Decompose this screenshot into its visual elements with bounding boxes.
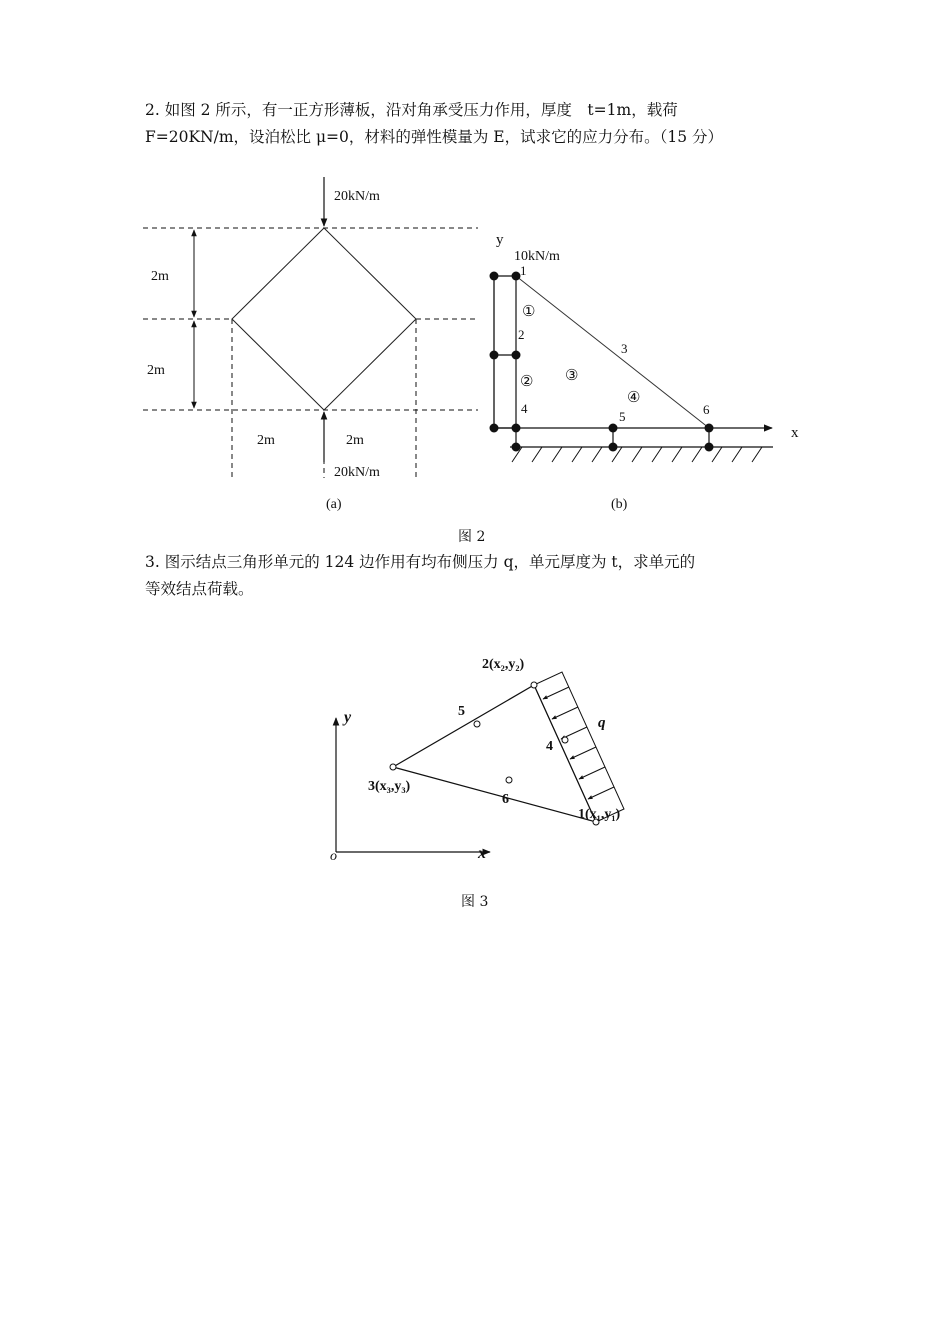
fig3-axis-y-label: y: [344, 709, 352, 726]
fig3-node-4: [562, 737, 568, 743]
element-label-2: ②: [520, 374, 534, 390]
square-plate: [232, 228, 416, 410]
fig3-node-2-label: 2(x₂,y₂): [482, 657, 525, 672]
fig3-origin-label: o: [330, 849, 337, 864]
node-4: [512, 424, 521, 433]
sub-caption-b: (b): [611, 497, 628, 512]
axis-y-label: y: [496, 232, 504, 248]
figure-2-caption: 图 2: [458, 529, 486, 545]
support-dot: [490, 424, 499, 433]
node-label-2: 2: [518, 327, 525, 342]
support-dot: [490, 351, 499, 360]
axis-x-label: x: [791, 425, 799, 441]
support-dot: [512, 443, 521, 452]
fig3-node-3: [390, 764, 396, 770]
figure-3-caption: 图 3: [461, 894, 489, 910]
fig3-node-1-label: 1(x₁,y₁): [578, 807, 621, 822]
support-dot: [609, 443, 618, 452]
problem-2-line-1: 2. 如图 2 所示，有一正方形薄板，沿对角承受压力作用，厚度 t=1m，载荷: [145, 101, 678, 119]
figure-2a: [143, 177, 478, 512]
figure-3: [330, 657, 624, 864]
fig3-node-4-label: 4: [546, 739, 553, 754]
fig3-load-label: q: [598, 715, 606, 731]
sub-caption-a: (a): [326, 497, 342, 512]
problem-3-text: [145, 549, 807, 603]
load-label-b: 10kN/m: [514, 249, 560, 264]
node-label-5: 5: [619, 409, 626, 424]
fig3-node-5-label: 5: [458, 704, 465, 719]
dimension-label-upper: 2m: [151, 269, 169, 284]
element-label-3: ③: [565, 368, 579, 384]
load-label-top: 20kN/m: [334, 189, 380, 204]
dimension-label-right: 2m: [346, 433, 364, 448]
element-label-1: ①: [522, 304, 536, 320]
figure-2b: [490, 232, 800, 512]
triangle-element: [393, 685, 596, 822]
problem-3-line-1: 3. 图示结点三角形单元的 124 边作用有均布侧压力 q，单元厚度为 t，求单元的: [145, 553, 696, 571]
element-label-4: ④: [627, 390, 641, 406]
node-label-6: 6: [703, 402, 710, 417]
mesh-edge-hypotenuse: [516, 276, 709, 428]
fig3-node-6: [506, 777, 512, 783]
dimension-label-lower: 2m: [147, 363, 165, 378]
dimension-label-left: 2m: [257, 433, 275, 448]
fig3-node-2: [531, 682, 537, 688]
problem-3-line-2: 等效结点荷载。: [145, 580, 254, 598]
problem-2-line-2: F=20KN/m，设泊松比 μ=0，材料的弹性模量为 E，试求它的应力分布。（15 分）: [145, 128, 724, 146]
node-label-3: 3: [621, 341, 628, 356]
node-label-1: 1: [520, 263, 527, 278]
node-label-4: 4: [521, 401, 528, 416]
node-5: [609, 424, 618, 433]
node-6: [705, 424, 714, 433]
ground-hatching: [512, 447, 762, 462]
fig3-node-5: [474, 721, 480, 727]
load-label-bottom: 20kN/m: [334, 465, 380, 480]
support-dot: [490, 272, 499, 281]
node-2: [512, 351, 521, 360]
support-dot: [705, 443, 714, 452]
fig3-axis-x-label: x: [478, 845, 486, 862]
fig3-node-3-label: 3(x₃,y₃): [368, 779, 411, 794]
fig3-node-6-label: 6: [502, 792, 509, 807]
